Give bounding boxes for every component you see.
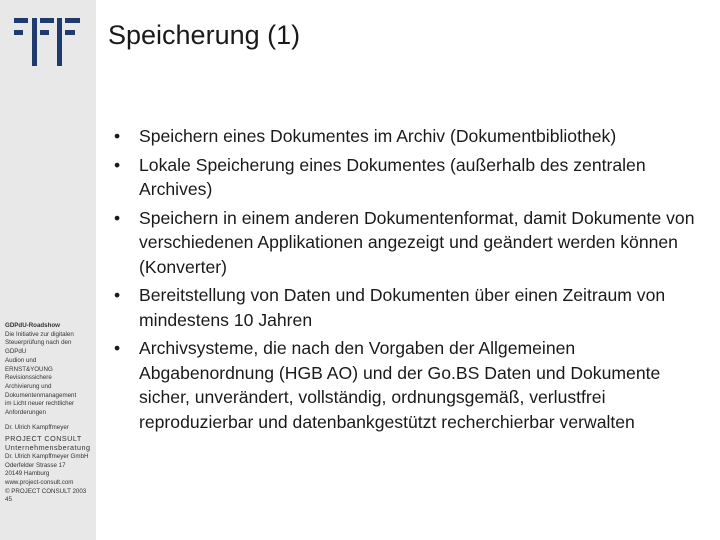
bullet-text: Speichern eines Dokumentes im Archiv (Dokumentbibliothek) — [139, 126, 617, 146]
bullet-text: Archivsysteme, die nach den Vorgaben der Allgemeinen Abgabenordnung (HGB AO) und der Go.BS Daten und Dokumente sicher, unverändert, vollständig, ordnungsgemäß, verlustfrei reproduzierbar und datenbankgestützt recherchierbar verwalten — [139, 338, 661, 432]
slide-title: Speicherung (1) — [108, 20, 301, 50]
page-number: 45 — [5, 496, 12, 504]
sidebar-line: im Licht neuer rechtlicher — [5, 400, 75, 408]
sidebar-line: Die Initiative zur digitalen — [5, 330, 74, 338]
project-consult-logo-icon — [14, 18, 80, 66]
sidebar-info — [5, 322, 93, 505]
bullet-list — [114, 124, 714, 438]
bullet-icon: • — [114, 338, 121, 358]
sidebar-line: Anforderungen — [5, 409, 46, 417]
sidebar-line: Revisionssichere — [5, 374, 52, 382]
sidebar-line: GDPdU — [5, 348, 27, 356]
sidebar-company-subtitle: Unternehmensberatung — [5, 444, 91, 453]
sidebar-author: Dr. Ulrich Kampffmeyer — [5, 423, 69, 431]
bullet-text: Bereitstellung von Daten und Dokumenten über einen Zeitraum von mindestens 10 Jahren — [139, 285, 666, 330]
bullet-icon: • — [114, 207, 121, 228]
sidebar-line: GDPdU-Roadshow — [5, 322, 60, 329]
bullet-text: Lokale Speicherung eines Dokumentes (außerhalb des zentralen Archives) — [139, 154, 646, 199]
bullet-icon: • — [114, 285, 121, 305]
bullet-icon: • — [114, 126, 121, 146]
sidebar-line: Steuerprüfung nach den — [5, 339, 72, 347]
sidebar-line: Dokumentenmanagement — [5, 391, 77, 399]
sidebar-address-line: www.project-consult.com — [5, 478, 74, 486]
sidebar — [0, 0, 96, 540]
sidebar-line: Archivierung und — [5, 382, 52, 390]
bullet-item — [114, 153, 714, 202]
sidebar-company: PROJECT CONSULT — [5, 435, 82, 444]
bullet-item — [114, 124, 714, 149]
bullet-item — [114, 206, 714, 280]
sidebar-line: ERNST&YOUNG — [5, 365, 53, 373]
bullet-icon: • — [114, 154, 121, 175]
bullet-item — [114, 336, 714, 434]
sidebar-address-line: © PROJECT CONSULT 2003 — [5, 487, 87, 495]
sidebar-line: Audion und — [5, 356, 37, 364]
sidebar-address-line: 20149 Hamburg — [5, 470, 50, 478]
sidebar-address-line: Dr. Ulrich Kampffmeyer GmbH — [5, 452, 89, 460]
sidebar-address-line: Oderfelder Strasse 17 — [5, 461, 66, 469]
bullet-item — [114, 283, 714, 332]
bullet-text: Speichern in einem anderen Dokumentenformat, damit Dokumente von verschiedenen Applikationen angezeigt und geändert werden können (Konverter) — [139, 207, 695, 277]
